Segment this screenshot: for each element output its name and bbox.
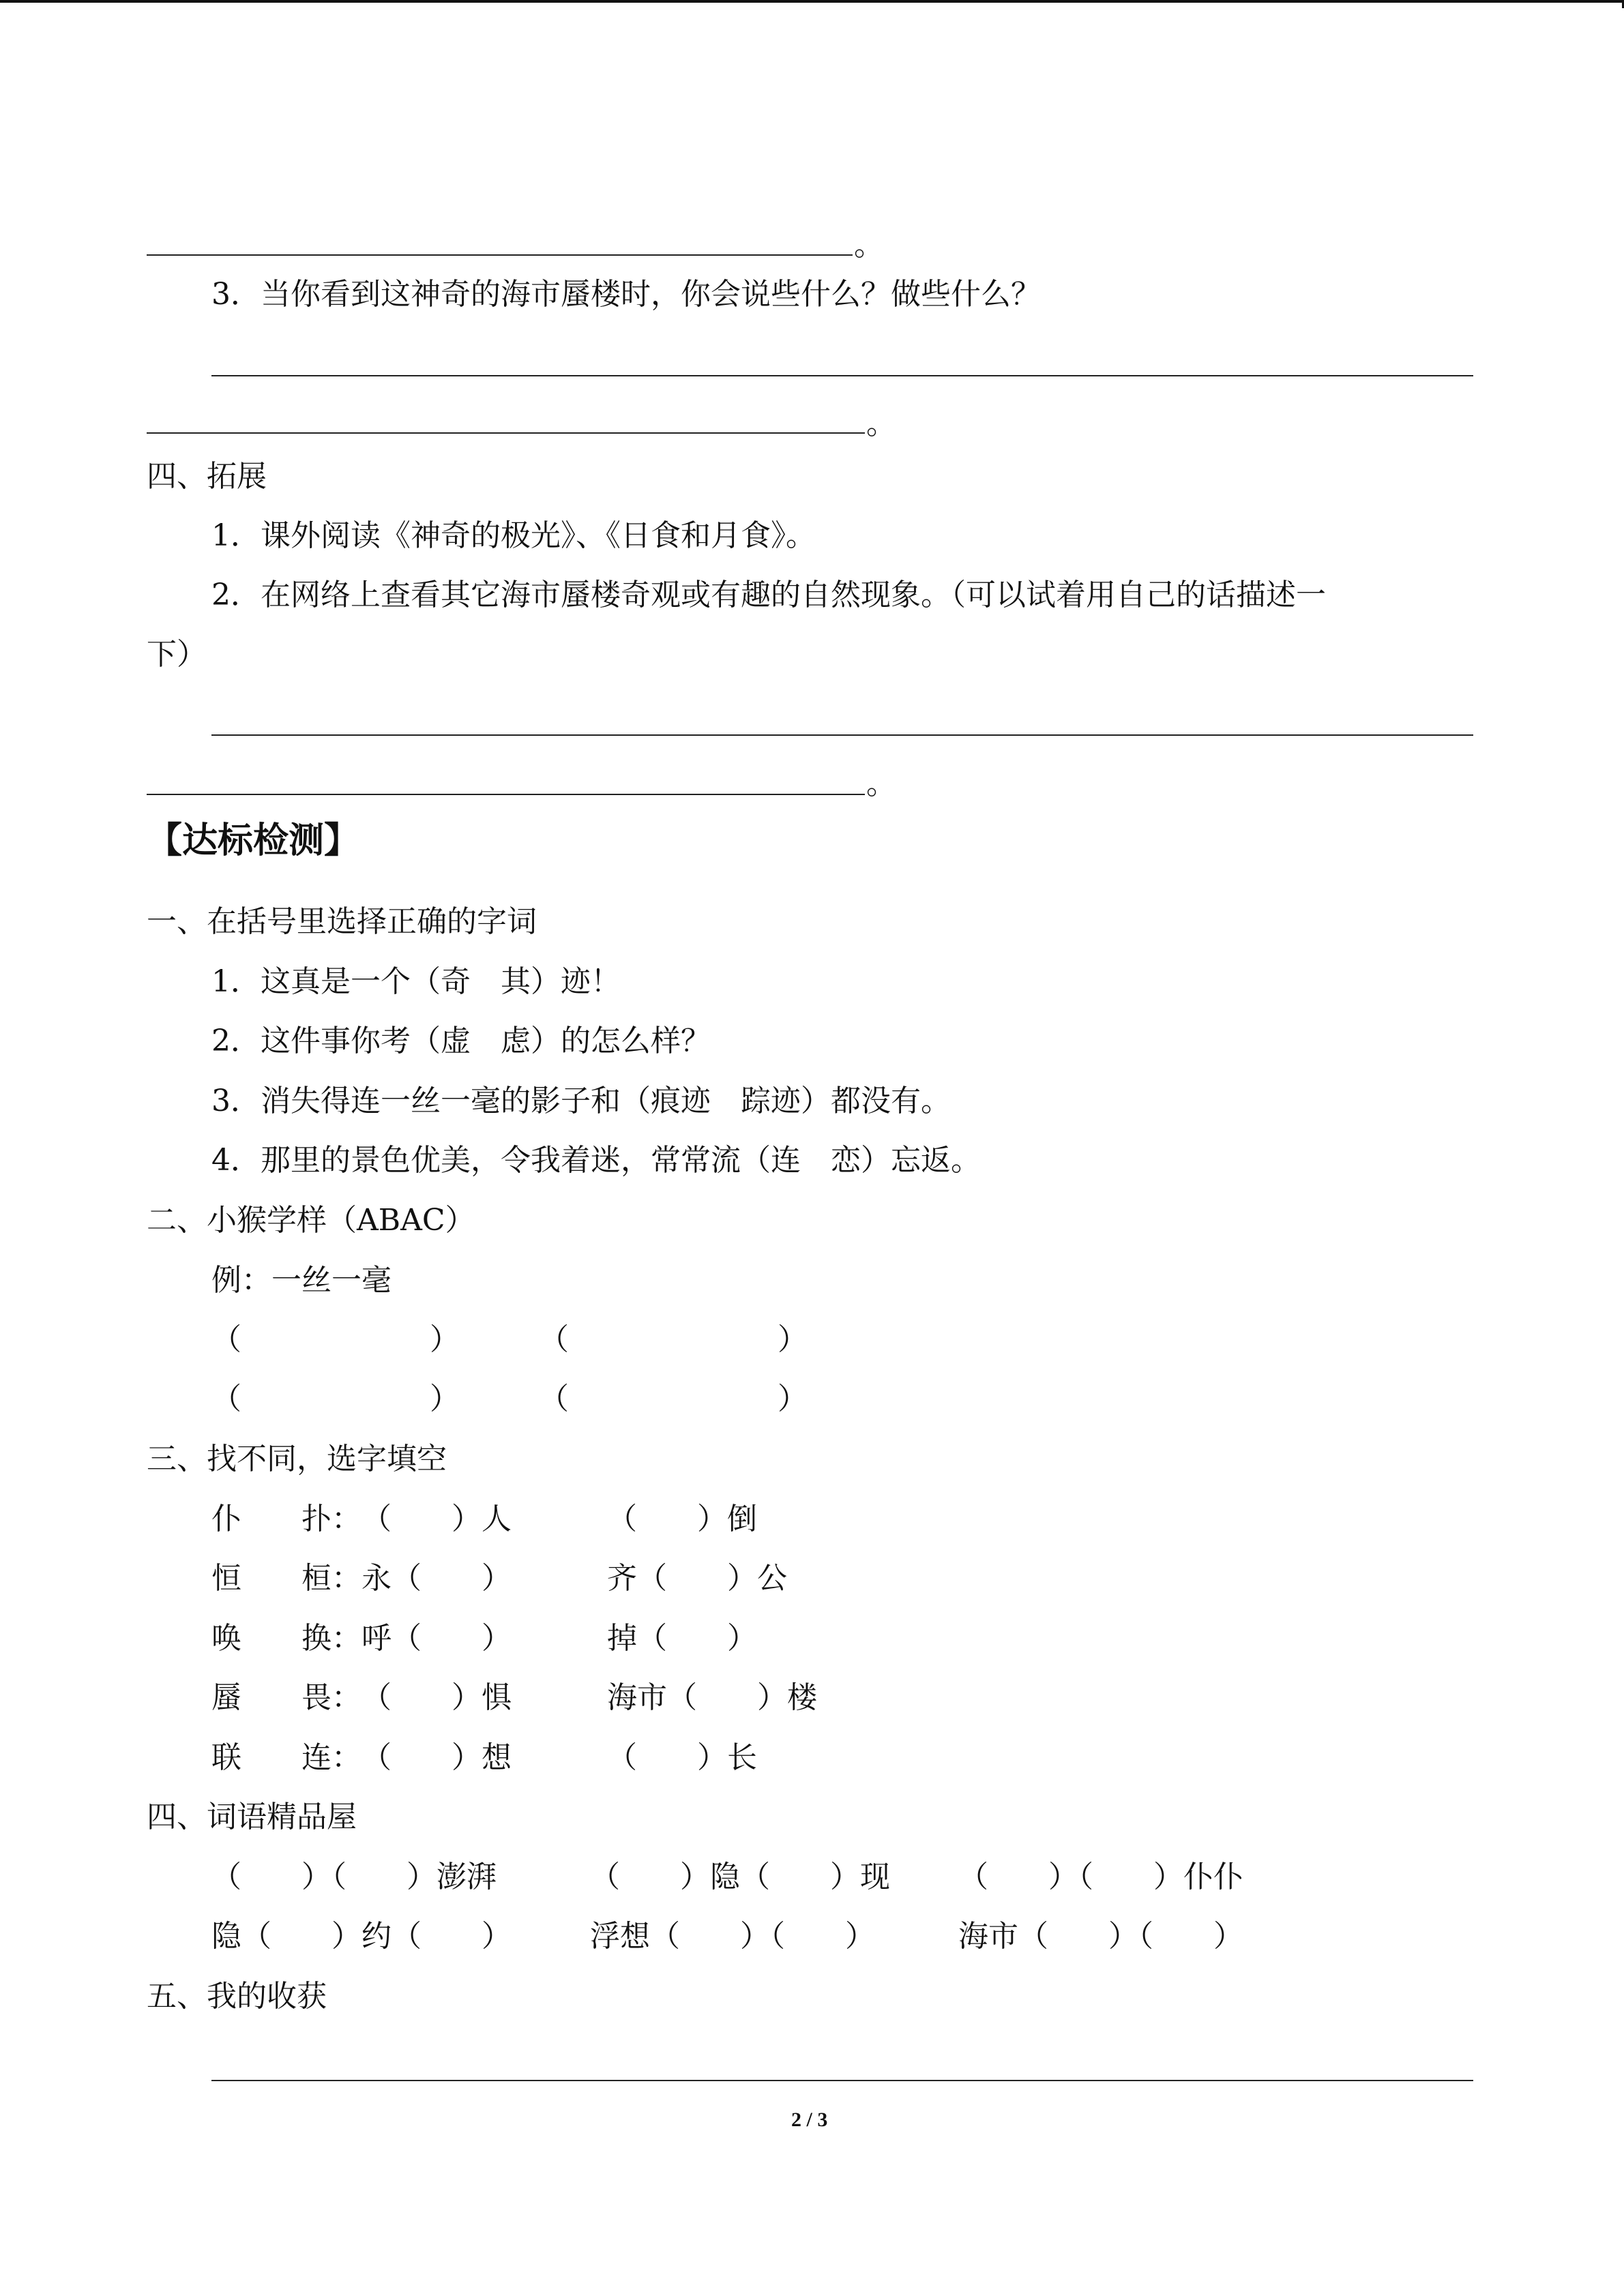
fill-blank-left: 呼（ ） (361, 1621, 512, 1656)
blank-close: ） (778, 1382, 808, 1416)
blank-open: （ (539, 1382, 569, 1416)
fill-blank-right: （ ）倒 (607, 1502, 757, 1536)
part1-heading: 一、在括号里选择正确的字词 (147, 904, 537, 939)
fill-blank-right: 海市（ ）楼 (607, 1680, 817, 1715)
blank-close: ） (430, 1382, 460, 1416)
phrase-fill: 隐（ ）约（ ） (211, 1919, 512, 1954)
fill-blank-left: （ ）想 (361, 1740, 512, 1775)
char-pair: 联 连： (211, 1740, 361, 1775)
part3-heading: 三、找不同，选字填空 (147, 1442, 447, 1476)
blank-open: （ (211, 1322, 241, 1357)
part5-heading: 五、我的收获 (147, 1979, 327, 2014)
char-pair: 蜃 畏： (211, 1680, 361, 1715)
page-number: 2 / 3 (791, 2108, 828, 2131)
char-pair: 恒 桓： (211, 1561, 361, 1596)
fill-blank-right: 掉（ ） (607, 1621, 757, 1656)
answer-line[interactable] (211, 734, 1473, 736)
answer-line[interactable] (147, 432, 865, 434)
phrase-fill: （ ）（ ）澎湃 (211, 1860, 497, 1894)
part4-heading: 四、词语精品屋 (147, 1800, 357, 1834)
answer-line[interactable] (211, 375, 1473, 376)
part1-item: 4．那里的景色优美，令我着迷，常常流（连 恋）忘返。 (211, 1143, 981, 1178)
char-pair: 唤 换： (211, 1621, 361, 1656)
reading-question-3: 3．当你看到这神奇的海市蜃楼时，你会说些什么？做些什么？ (211, 277, 1041, 312)
fill-blank-right: （ ）长 (607, 1740, 757, 1775)
blank-close: ） (778, 1322, 808, 1357)
page-top-border (0, 0, 1624, 3)
extension-heading: 四、拓展 (147, 459, 267, 494)
fill-blank-left: （ ）人 (361, 1502, 512, 1536)
part1-item: 2．这件事你考（虚 虑）的怎么样？ (211, 1024, 711, 1058)
extension-item-1: 1．课外阅读《神奇的极光》、《日食和月食》。 (211, 518, 816, 553)
answer-end-mark: 。 (866, 406, 896, 441)
phrase-fill: 浮想（ ）（ ） (590, 1919, 875, 1954)
extension-item-2: 2．在网络上查看其它海市蜃楼奇观或有趣的自然现象。（可以试着用自己的话描述一 (211, 578, 1326, 612)
answer-line[interactable] (211, 2080, 1473, 2081)
section-title: 【达标检测】 (147, 820, 360, 861)
phrase-fill: （ ）隐（ ）现 (590, 1860, 890, 1894)
phrase-fill: 海市（ ）（ ） (958, 1919, 1243, 1954)
part1-item: 1．这真是一个（奇 其）迹！ (211, 964, 621, 999)
fill-blank-left: （ ）惧 (361, 1680, 512, 1715)
part2-example: 例：一丝一毫 (211, 1263, 392, 1298)
fill-blank-right: 齐（ ）公 (607, 1561, 787, 1596)
phrase-fill: （ ）（ ）仆仆 (958, 1860, 1243, 1894)
part1-item: 3．消失得连一丝一毫的影子和（痕迹 踪迹）都没有。 (211, 1084, 951, 1118)
answer-end-mark: 。 (854, 228, 884, 263)
part2-heading: 二、小猴学样（ABAC） (147, 1203, 475, 1238)
char-pair: 仆 扑： (211, 1502, 361, 1536)
answer-line[interactable] (147, 794, 865, 795)
blank-open: （ (539, 1322, 569, 1357)
answer-end-mark: 。 (866, 766, 896, 801)
blank-open: （ (211, 1382, 241, 1416)
blank-close: ） (430, 1322, 460, 1357)
answer-line[interactable] (147, 254, 853, 256)
extension-item-2-continuation: 下） (147, 637, 207, 672)
fill-blank-left: 永（ ） (361, 1561, 512, 1596)
